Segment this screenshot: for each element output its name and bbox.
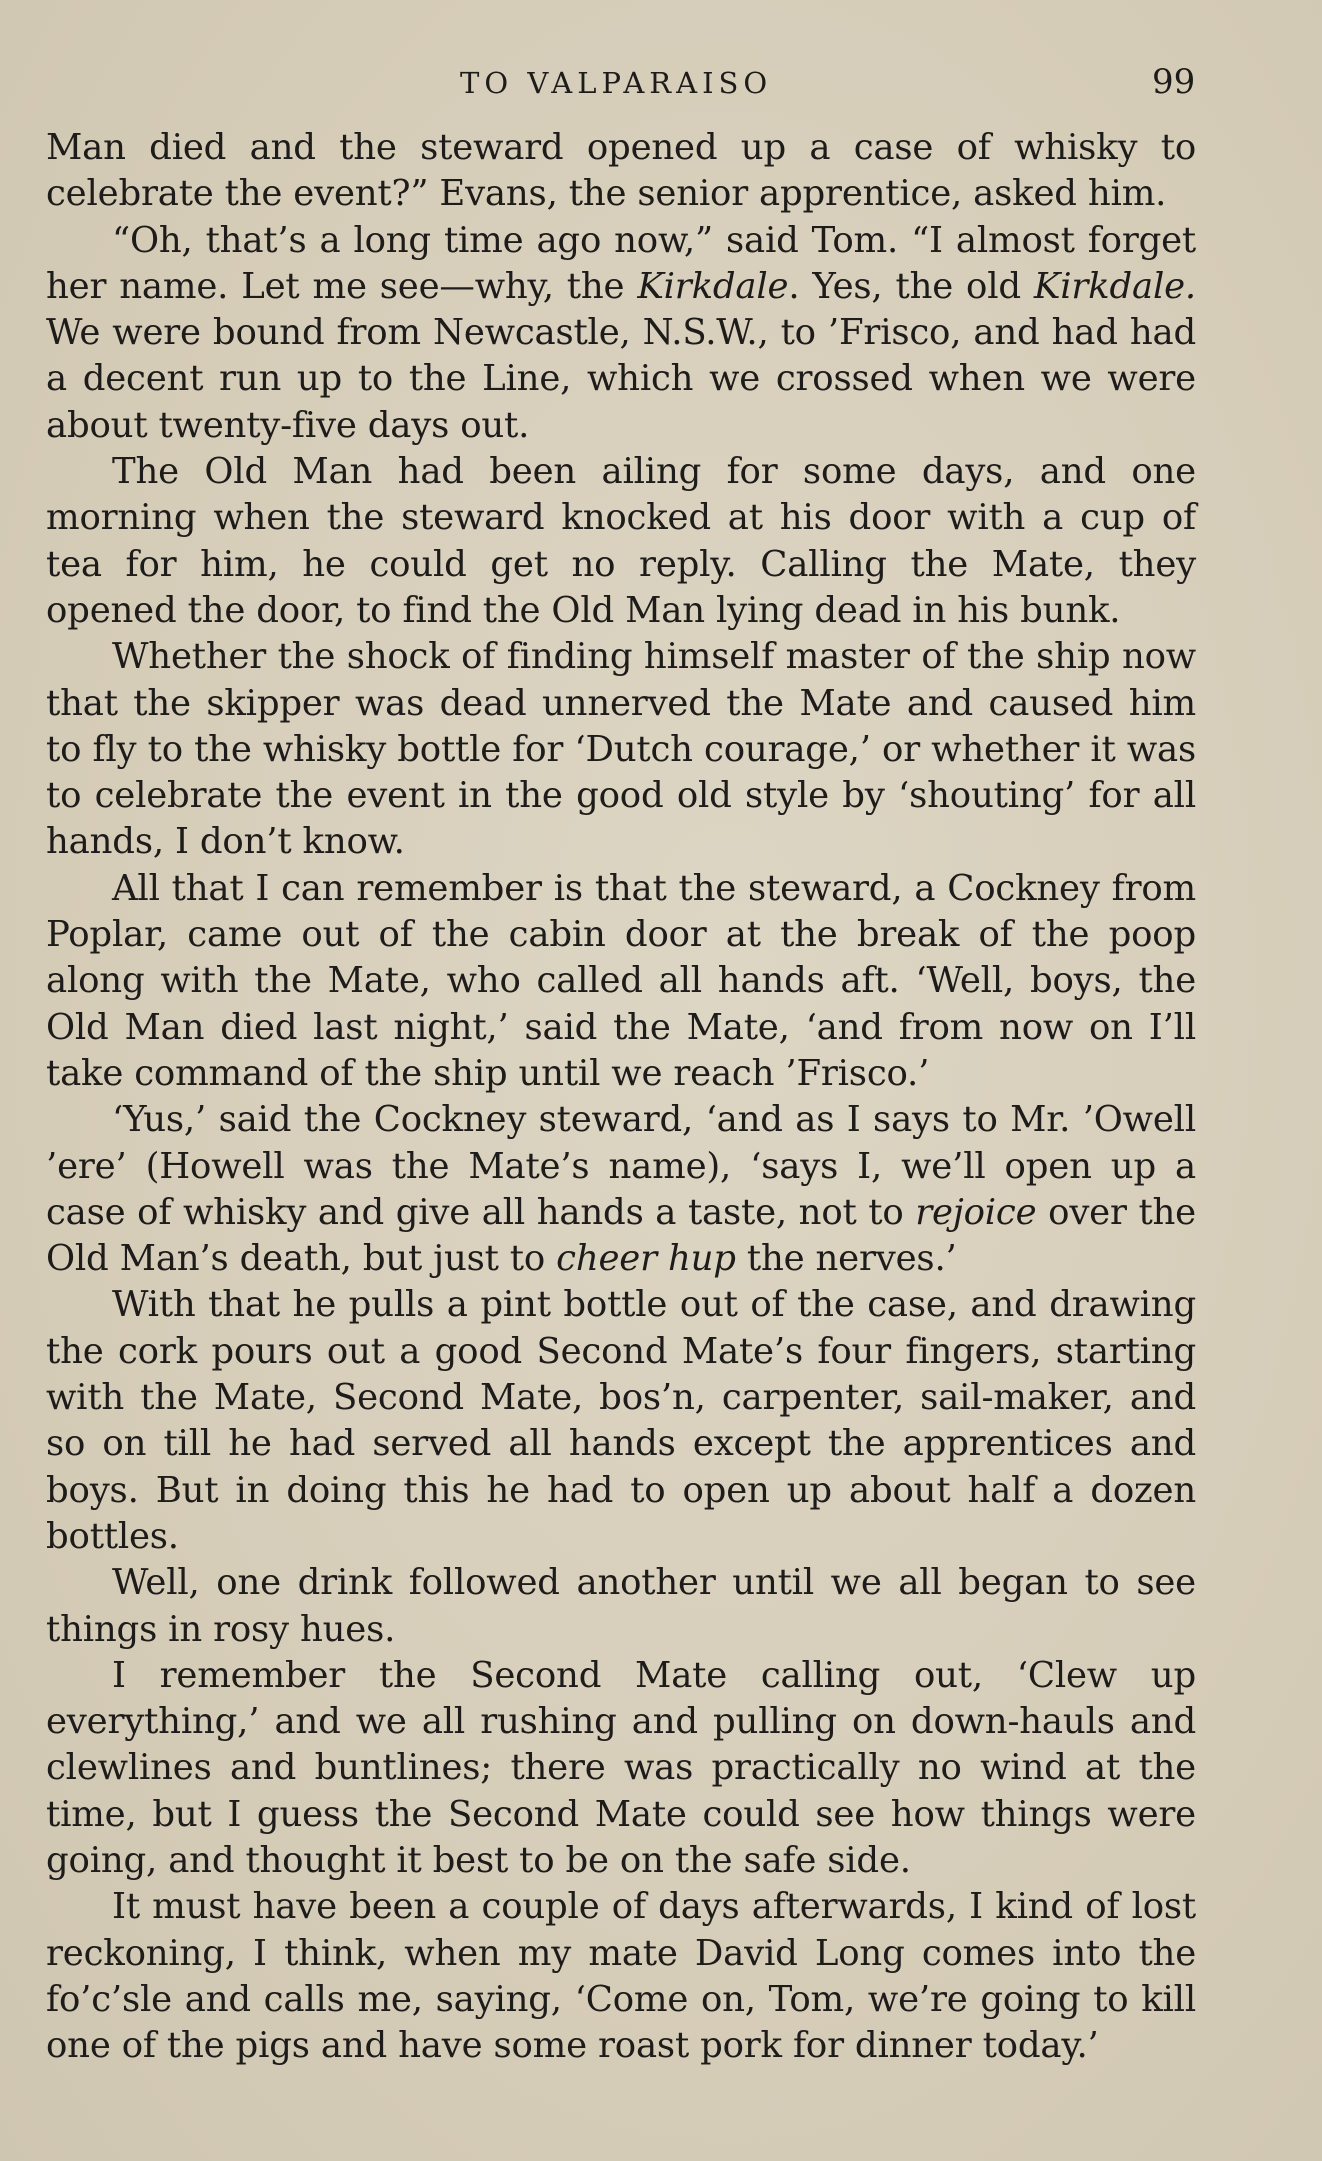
paragraph-9 — [46, 1653, 1196, 1884]
paragraph-6-text-c: the nerves.’ — [735, 1238, 957, 1280]
ship-name-italic: Kirkdale — [637, 265, 789, 307]
paragraph-7-text: With that he pulls a pint bottle out of the case, and drawing the cork pours out a good Second Mate’s four fingers, starting with the Mate, Second Mate, bos’n, carpenter, sail-maker, and so on till he had served all hands except the apprentices and boys. But in doing this he had to open up about half a dozen bottles. — [46, 1284, 1196, 1557]
paragraph-2-text-c: We were bound from Newcastle, N.S.W., to ’Frisco, and had had a decent run up to the Line, which we crossed when we were about twenty-five days out. — [46, 312, 1196, 446]
emphasis-italic: cheer hup — [556, 1238, 736, 1280]
paragraph-2-text-b: . Yes, the old — [788, 265, 1034, 307]
paragraph-1-text: Man died and the steward opened up a case of whisky to celebrate the event?” Evans, the senior apprentice, asked him. — [46, 127, 1196, 215]
paragraph-7 — [46, 1282, 1196, 1560]
paragraph-2 — [46, 218, 1196, 449]
paragraph-8 — [46, 1560, 1196, 1653]
paragraph-9-text: I remember the Second Mate calling out, ‘Clew up everything,’ and we all rushing and pulling on down-hauls and clewlines and buntlines; there was practically no wind at the time, but I guess the Second Mate could see how things were going, and thought it best to be on the safe side. — [46, 1654, 1196, 1881]
paragraph-3-text: The Old Man had been ailing for some days, and one morning when the steward knocked at his door with a cup of tea for him, he could get no reply. Calling the Mate, they opened the door, to find the Old Man lying dead in his bunk. — [46, 451, 1196, 631]
paragraph-10-text: It must have been a couple of days afterwards, I kind of lost reckoning, I think, when my mate David Long comes into the fo’c’sle and calls me, saying, ‘Come on, Tom, we’re going to kill one of the pigs and have some roast pork for dinner today.’ — [46, 1886, 1196, 2067]
paragraph-3 — [46, 449, 1196, 634]
paragraph-2-text-a: “Oh, that’s a long time ago now,” said Tom. “I almost forget her name. Let me see—why, the — [46, 219, 1196, 307]
emphasis-italic: rejoice — [915, 1191, 1037, 1233]
paragraph-6-text-b: over the Old Man’s death, but just to — [46, 1191, 1196, 1280]
body-text — [46, 125, 1196, 2069]
paragraph-4-text: Whether the shock of finding himself master of the ship now that the skipper was dead unnerved the Mate and caused him to fly to the whisky bottle for ‘Dutch courage,’ or whether it was to celebrate the event in the good old style by ‘shouting’ for all hands, I don’t know. — [46, 636, 1196, 863]
running-head — [0, 62, 1322, 106]
paragraph-10 — [46, 1884, 1196, 2069]
paragraph-4 — [46, 634, 1196, 865]
running-title: TO VALPARAISO — [460, 66, 773, 100]
paragraph-5-text: All that I can remember is that the steward, a Cockney from Poplar, came out of the cabin door at the break of the poop along with the Mate, who called all hands aft. ‘Well, boys, the Old Man died last night,’ said the Mate, ‘and from now on I’ll take command of the ship until we reach ’Frisco.’ — [46, 867, 1196, 1094]
page-number: 99 — [1152, 62, 1196, 102]
paragraph-6-text-a: ‘Yus,’ said the Cockney steward, ‘and as I says to Mr. ’Owell ’ere’ (Howell was the Mate’s name), ‘says I, we’ll open up a case of whisky and give all hands a taste, not to — [46, 1099, 1196, 1233]
paragraph-8-text: Well, one drink followed another until we all began to see things in rosy hues. — [46, 1562, 1196, 1650]
ship-name-italic: Kirkdale. — [1033, 265, 1196, 307]
paragraph-5 — [46, 866, 1196, 1097]
paragraph-1 — [46, 125, 1196, 218]
paragraph-6 — [46, 1097, 1196, 1282]
